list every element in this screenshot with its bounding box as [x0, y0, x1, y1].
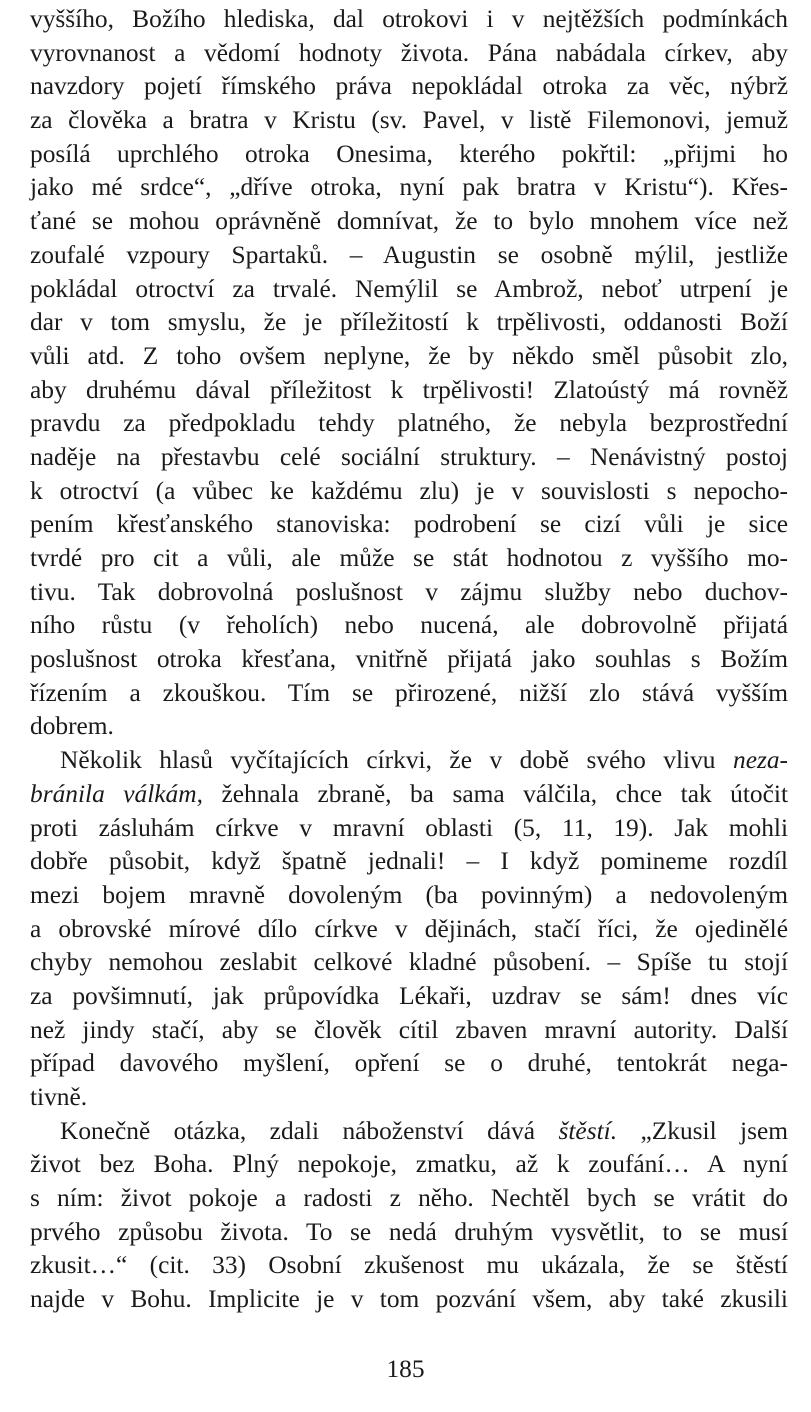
text-line [30, 677, 788, 711]
text-segment: mezi bojem mravně dovoleným (ba povinným) a nedovoleným [30, 880, 788, 909]
text-line [30, 778, 788, 812]
paragraph [30, 3, 788, 744]
text-segment: posílá uprchlého otroka Onesima, kterého pokřtil: „přijmi ho [30, 139, 788, 168]
italic-text: štěstí. [558, 1116, 618, 1145]
text-line [30, 273, 788, 307]
text-segment: chyby nemohou zeslabit celkové kladné působení. – Spíše tu stojí [30, 948, 788, 977]
text-line [30, 1115, 788, 1149]
text-line [30, 542, 788, 576]
text-line [30, 643, 788, 677]
text-line [30, 205, 788, 239]
text-line [30, 37, 788, 71]
text-segment: život bez Boha. Plný nepokoje, zmatku, až k zoufání… A nyní [30, 1150, 788, 1179]
text-line [30, 374, 788, 408]
text-line [30, 1216, 788, 1250]
text-line [30, 609, 788, 643]
text-line [30, 879, 788, 913]
text-line [30, 913, 788, 947]
body-text [30, 3, 788, 1317]
text-line [30, 3, 788, 37]
text-line [30, 1148, 788, 1182]
text-segment: řízením a zkouškou. Tím se přirozené, nižší zlo stává vyšším [30, 678, 788, 707]
paragraph [30, 1115, 788, 1317]
text-segment: „Zkusil jsem [617, 1116, 789, 1145]
text-segment: pokládal otroctví za trvalé. Nemýlil se Ambrož, neboť utrpení je [30, 274, 788, 303]
text-segment: dobrem. [30, 712, 114, 741]
text-segment: a obrovské mírové dílo církve v dějinách, stačí říci, že ojedinělé [30, 914, 788, 943]
text-line [30, 1249, 788, 1283]
text-line [30, 812, 788, 846]
text-segment: naděje na přestavbu celé sociální struktury. – Nenávistný postoj [30, 442, 788, 471]
text-line [30, 1081, 788, 1115]
text-segment: tvrdé pro cit a vůli, ale může se stát hodnotou z vyššího mo- [30, 544, 788, 572]
text-segment: než jindy stačí, aby se člověk cítil zbaven mravní autority. Další [30, 1015, 788, 1044]
text-line [30, 70, 788, 104]
text-line [30, 1047, 788, 1081]
text-segment: tivně. [30, 1083, 88, 1111]
text-line [30, 576, 788, 610]
text-line [30, 138, 788, 172]
text-segment: vyrovnanost a vědomí hodnoty života. Pána nabádala církev, aby [30, 38, 788, 67]
text-segment: poslušnost otroka křesťana, vnitřně přijatá jako souhlas s Božím [30, 645, 788, 674]
text-line [30, 845, 788, 879]
text-line [30, 1182, 788, 1216]
text-line [30, 508, 788, 542]
italic-text: neza- [733, 746, 788, 775]
text-line [30, 306, 788, 340]
text-segment: zkusit…“ (cit. 33) Osobní zkušenost mu ukázala, že se štěstí [30, 1251, 788, 1280]
text-segment: případ davového myšlení, opření se o druhé, tentokrát nega- [30, 1049, 788, 1078]
text-segment: za člověka a bratra v Kristu (sv. Pavel, v listě Filemonovi, jemuž [30, 106, 788, 135]
text-line [30, 171, 788, 205]
text-line [30, 1283, 788, 1317]
text-segment: Několik hlasů vyčítajících církvi, že v době svého vlivu [60, 746, 733, 775]
text-segment: pením křesťanského stanoviska: podrobení se cizí vůli je sice [30, 510, 788, 539]
text-line [30, 407, 788, 441]
text-segment: aby druhému dával příležitost k trpělivosti! Zlatoústý má rovněž [30, 375, 788, 404]
text-segment: za povšimnutí, jak průpovídka Lékaři, uzdrav se sám! dnes víc [30, 981, 788, 1010]
text-segment: vyššího, Božího hlediska, dal otrokovi i v nejtěžších podmínkách [30, 5, 788, 33]
text-line [30, 980, 788, 1014]
text-line [30, 1014, 788, 1048]
text-line [30, 710, 788, 744]
text-line [30, 744, 788, 778]
text-segment: pravdu za předpokladu tehdy platného, že nebyla bezprostřední [30, 409, 788, 438]
text-segment: ního růstu (v řeholích) nebo nucená, ale dobrovolně přijatá [30, 611, 788, 640]
text-line [30, 104, 788, 138]
text-segment: prvého způsobu života. To se nedá druhým vysvětlit, to se musí [30, 1217, 788, 1246]
text-segment: dobře působit, když špatně jednali! – I když pomineme rozdíl [30, 847, 788, 876]
text-segment: Konečně otázka, zdali náboženství dává [60, 1116, 559, 1145]
text-segment: navzdory pojetí římského práva nepokládal otroka za věc, nýbrž [30, 72, 788, 101]
italic-text: bránila válkám, [30, 779, 203, 808]
text-line [30, 239, 788, 273]
text-segment: jako mé srdce“, „dříve otroka, nyní pak bratra v Kristu“). Křes- [30, 173, 788, 202]
page-number: 185 [386, 1355, 425, 1383]
text-segment: tivu. Tak dobrovolná poslušnost v zájmu služby nebo duchov- [30, 577, 788, 606]
text-line [30, 946, 788, 980]
text-segment: s ním: život pokoje a radosti z něho. Nechtěl bych se vrátit do [30, 1184, 788, 1213]
text-line [30, 441, 788, 475]
text-segment: najde v Bohu. Implicite je v tom pozvání všem, aby také zkusili [30, 1285, 788, 1314]
text-segment: proti zásluhám církve v mravní oblasti (5, 11, 19). Jak mohli [30, 813, 788, 842]
text-segment: k otroctví (a vůbec ke každému zlu) je v souvislosti s nepocho- [30, 476, 788, 505]
text-segment: vůli atd. Z toho ovšem neplyne, že by někdo směl působit zlo, [30, 341, 788, 370]
text-line [30, 340, 788, 374]
text-segment: žehnala zbraně, ba sama válčila, chce tak útočit [202, 779, 788, 808]
text-segment: zoufalé vzpoury Spartaků. – Augustin se osobně mýlil, jestliže [30, 240, 788, 269]
text-segment: ťané se mohou oprávněně domnívat, že to bylo mnohem více než [30, 207, 788, 236]
paragraph [30, 744, 788, 1115]
text-segment: dar v tom smyslu, že je příležitostí k trpělivosti, oddanosti Boží [30, 308, 788, 337]
text-line [30, 475, 788, 509]
